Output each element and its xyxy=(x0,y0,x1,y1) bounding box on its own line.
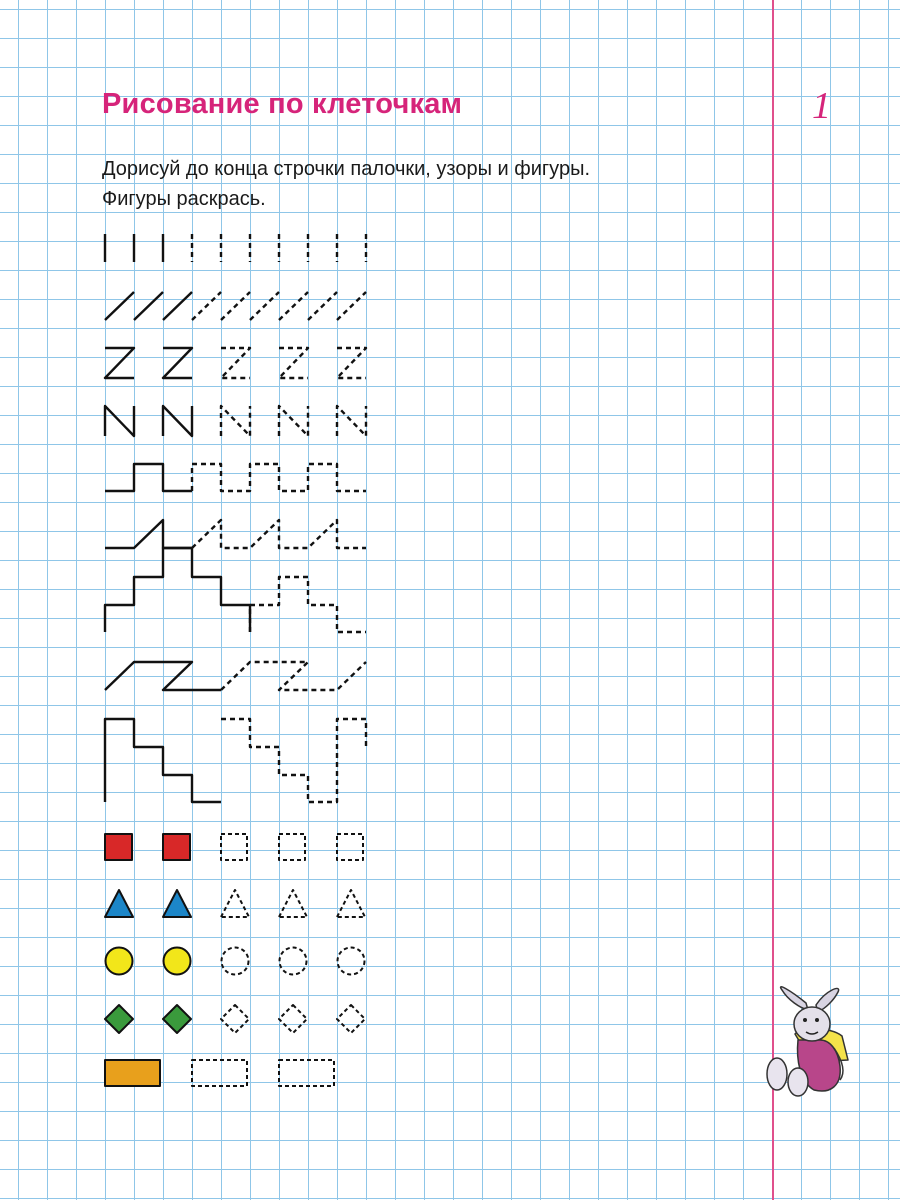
page-title: Рисование по клеточкам xyxy=(102,88,463,120)
bunny-eye xyxy=(803,1018,807,1022)
bunny-right-foot xyxy=(788,1068,808,1096)
bunny-head xyxy=(794,1007,830,1041)
bunny-left-foot xyxy=(767,1058,787,1090)
bunny-left-ear xyxy=(781,987,808,1010)
bunny-eye xyxy=(815,1018,819,1022)
instruction-line-2: Фигуры раскрась. xyxy=(102,188,266,210)
page-number: 1 xyxy=(812,85,831,127)
instruction-line-1: Дорисуй до конца строчки палочки, узоры и фигуры. xyxy=(102,158,590,180)
